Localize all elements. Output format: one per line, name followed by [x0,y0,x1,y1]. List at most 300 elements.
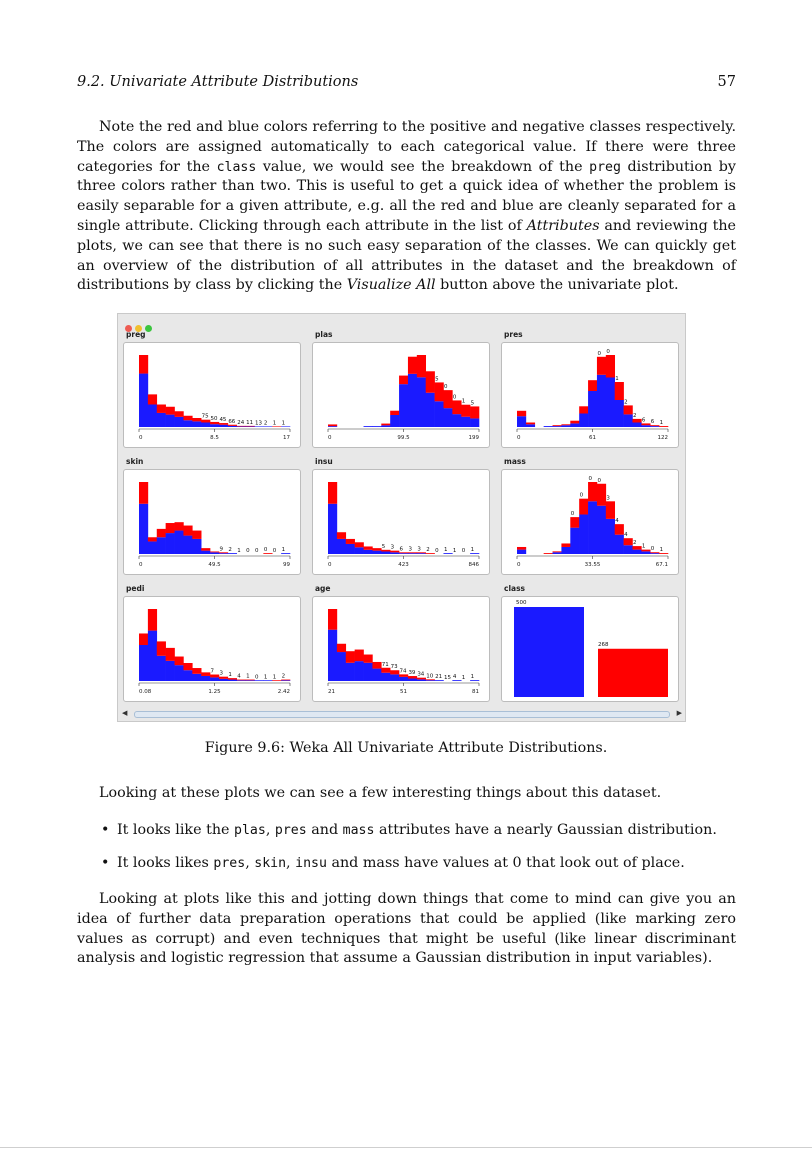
bin-count-label: 0 [435,548,439,554]
bar-negative [517,550,526,554]
bar-negative [517,416,526,427]
bar-negative [426,393,435,427]
bar-positive [597,357,606,375]
code-skin: skin [254,856,287,871]
bar-negative [417,553,426,554]
bar-positive [157,405,166,413]
bar-negative [632,550,641,554]
bullet-icon: • [101,855,110,871]
bin-count-label: 3 [408,546,412,553]
x-tick-label: 0 [517,562,521,568]
bar-positive [148,537,157,541]
bar-negative [390,674,399,681]
attribute-name-plas: plas [315,330,333,339]
attribute-name-pedi: pedi [126,584,145,593]
bar-negative [148,631,157,681]
bar-negative [175,531,184,554]
bin-count-label: 73 [390,664,398,671]
code-insu: insu [295,856,327,871]
bar-negative [175,665,184,681]
bar-negative [228,426,237,427]
bar-positive [659,426,668,427]
bin-count-label: 2 [624,399,628,406]
bar-positive [328,609,337,630]
bar-positive [355,542,364,547]
bar-positive [337,532,346,539]
code-plas: plas [234,823,266,838]
bar-positive [390,670,399,674]
bar-positive [228,678,237,679]
bin-count-label: 1 [281,420,286,427]
bar-negative [328,504,337,554]
class-bar [598,649,668,697]
bar-negative [346,544,355,554]
section-title: 9.2. Univariate Attribute Distributions [77,74,359,90]
bar-negative [561,547,570,554]
bar-negative [364,426,373,427]
bin-count-label: 34 [417,671,425,678]
code-preg: preg [589,159,621,175]
bar-positive [650,425,659,426]
bar-negative [579,514,588,554]
bar-positive [201,672,210,676]
bar-positive [470,406,479,418]
bin-count-label: 4 [615,518,619,525]
bar-positive [606,355,615,378]
bar-negative [201,676,210,681]
bin-count-label: 1 [272,674,277,681]
bar-positive [192,668,201,674]
bar-negative [588,501,597,554]
bar-positive [399,376,408,385]
bin-count-label: 1 [246,673,250,680]
bar-positive [570,517,579,528]
bar-negative [399,553,408,554]
bar-negative [443,553,452,554]
bin-count-label: 2 [281,673,286,680]
histogram-panel-skin[interactable] [123,469,301,575]
histogram-svg-class [502,597,680,703]
histogram-svg-mass [502,470,680,576]
bar-negative [346,663,355,681]
list-item: • It looks like the plas, pres and mass attributes have a nearly Gaussian distribution. [100,821,736,854]
bar-positive [346,651,355,663]
bar-negative [399,677,408,681]
bar-count-label: 268 [598,641,609,648]
bar-negative [175,417,184,427]
bar-negative [157,656,166,681]
bar-positive [399,552,408,553]
scroll-right-icon[interactable]: ▶ [676,709,682,717]
bin-count-label: 10 [426,673,434,680]
histogram-svg-age [313,597,491,703]
bar-positive [148,609,157,631]
bar-positive [553,425,562,426]
attribute-name-preg: preg [126,330,146,339]
bar-positive [408,357,417,374]
bar-positive [328,424,337,426]
x-tick-label: 0 [517,435,521,441]
bar-negative [337,652,346,681]
bar-negative [183,420,192,427]
bar-positive [281,680,290,681]
bar-positive [210,675,219,678]
paragraph-conclusion: Looking at plots like this and jotting down things that come to mind can give you an idea of further data preparation operations that could be applied (like marking zero values as corrupt) and even techniques that might be useful (like linear discriminant analysis and logistic regression that assume a Gaussian distribution in input variables). [77,891,736,967]
bar-negative [381,551,390,554]
bar-negative [579,414,588,428]
bar-negative [650,553,659,554]
bar-positive [219,423,228,425]
bar-negative [139,374,148,427]
x-tick-label: 0 [139,562,143,568]
bar-negative [281,426,290,427]
bar-positive [426,371,435,392]
bar-negative [606,519,615,554]
bar-negative [201,423,210,428]
bin-count-label: 0 [461,548,466,554]
attribute-name-mass: mass [504,457,526,466]
bar-positive [561,424,570,425]
x-tick-label: 99 [283,562,290,568]
bin-count-label: 1 [281,547,286,554]
running-header [77,74,736,94]
bin-count-label: 3 [219,670,223,677]
bar-positive [372,662,381,669]
bar-negative [588,391,597,427]
bar-negative [364,550,373,554]
bin-count-label: 39 [408,670,416,677]
bar-positive [579,406,588,413]
bar-positive [435,382,444,401]
zoom-dot-icon[interactable] [145,325,152,332]
histogram-panel-insu[interactable] [312,469,490,575]
bar-negative [606,378,615,428]
bin-count-label: 1 [615,376,619,382]
bar-positive [588,380,597,391]
bin-count-label: 2 [632,412,637,419]
bar-negative [148,541,157,554]
bar-positive [517,411,526,416]
class-bar [514,607,584,697]
bar-negative [597,375,606,427]
bar-negative [597,506,606,554]
bar-positive [148,394,157,404]
x-tick-label: 2.42 [277,689,290,695]
bar-positive [417,355,426,377]
bin-count-label: 2 [426,547,430,554]
bar-positive [183,526,192,536]
code-pres: pres [213,856,246,871]
x-tick-label: 423 [398,562,409,568]
bar-positive [624,538,633,545]
bin-count-label: 2 [228,547,232,554]
bar-positive [166,648,175,661]
bin-count-label: 6 [641,417,646,424]
bar-positive [166,407,175,415]
bar-positive [426,553,435,554]
bar-negative [254,680,263,681]
histogram-panel-mass[interactable] [501,469,679,575]
bar-positive [364,546,373,549]
bar-positive [461,405,470,417]
bar-negative [452,680,461,681]
bar-negative [364,663,373,681]
bar-negative [435,401,444,427]
bar-positive [328,482,337,504]
figure-caption: Figure 9.6: Weka All Univariate Attribute Distributions. [204,740,608,756]
bar-negative [337,539,346,554]
bar-negative [641,425,650,427]
bar-negative [372,551,381,554]
x-tick-label: 33.55 [584,562,601,568]
x-tick-label: 21 [328,689,335,695]
bin-count-label: 0 [443,384,448,391]
x-tick-label: 0 [328,435,332,441]
bar-positive [139,355,148,374]
bar-positive [183,416,192,421]
bar-positive [139,633,148,645]
bar-positive [632,419,641,423]
bar-count-label: 500 [516,600,527,606]
bar-positive [381,550,390,552]
histogram-svg-plas [313,343,491,449]
bin-count-label: 6 [399,546,404,553]
x-tick-label: 0 [328,562,332,568]
bar-positive [381,424,390,426]
bar-positive [517,547,526,550]
bin-count-label: 4 [624,532,628,539]
bar-negative [246,426,255,427]
bar-negative [461,417,470,427]
page-bottom-rule [0,1147,812,1148]
bar-positive [650,552,659,553]
bar-negative [355,547,364,554]
bar-positive [426,679,435,680]
bar-positive [641,423,650,425]
bar-positive [641,550,650,552]
bin-count-label: 0 [606,349,610,355]
bar-negative [408,679,417,681]
attribute-name-age: age [315,584,331,593]
horizontal-scrollbar[interactable] [122,709,682,718]
bar-positive [157,641,166,655]
bar-negative [570,528,579,554]
bar-positive [372,548,381,551]
bar-negative [641,551,650,554]
bin-count-label: 1 [461,675,466,681]
bar-negative [390,552,399,554]
bar-negative [139,645,148,681]
x-tick-label: 122 [657,435,668,441]
bar-positive [452,400,461,414]
bin-count-label: 11 [246,419,254,426]
bar-negative [183,670,192,681]
bar-negative [355,661,364,681]
bin-count-label: 50 [210,415,218,422]
bin-count-label: 74 [399,668,407,675]
bar-positive [553,551,562,552]
bar-negative [570,423,579,427]
bar-positive [166,523,175,533]
bar-positive [272,426,281,427]
bar-negative [237,426,246,427]
bar-positive [237,680,246,681]
code-class: class [216,159,257,175]
histogram-svg-skin [124,470,302,576]
bin-count-label: 1 [470,547,475,554]
attribute-name-pres: pres [504,330,523,339]
bin-count-label: 2 [263,420,268,427]
bar-positive [175,411,184,417]
bin-count-label: 0 [272,548,277,554]
x-tick-label: 67.1 [655,562,668,568]
bar-positive [579,499,588,515]
attribute-name-insu: insu [315,457,333,466]
bar-negative [254,426,263,427]
bin-count-label: 1 [659,420,664,427]
x-tick-label: 0.08 [139,689,152,695]
bar-positive [390,411,399,415]
histogram-panel-class[interactable] [501,596,679,702]
bar-negative [452,414,461,427]
bar-positive [615,524,624,535]
scroll-thumb[interactable] [134,711,670,718]
bar-positive [570,421,579,424]
bar-negative [632,423,641,428]
bar-negative [390,415,399,427]
bin-count-label: 1 [443,547,448,554]
paragraph-intro: Note the red and blue colors referring to the positive and negative classes respectively. The colors are assigned automatically to each categorical value. If there were three categories for the class value, we would see the breakdown of the preg distribution by three colors rather than two. This is useful to get a quick idea of whether the problem is easily separable for a given attribute, e.g. all the red and blue are cleanly separated for a single attribute. Clicking through each attribute in the list of Attributes and reviewing the plots, we can see that there is no such easy separation of the classes. We can quickly get an overview of the distribution of all attributes in the dataset and the breakdown of distributions by class by clicking the Visualize All button above the univariate plot. [77,119,737,294]
bar-negative [219,553,228,554]
bin-count-label: 0 [254,548,259,554]
bar-positive [443,390,452,408]
bin-count-label: 3 [417,546,421,553]
histogram-svg-insu [313,470,491,576]
bin-count-label: 0 [263,547,268,554]
bar-negative [553,426,562,427]
bin-count-label: 7 [210,668,215,675]
paragraph-observations: Looking at these plots we can see a few interesting things about this dataset. [99,785,662,801]
bin-count-label: 66 [228,418,236,425]
bar-negative [210,424,219,427]
bar-positive [157,529,166,537]
bin-count-label: 1 [641,543,646,550]
bar-negative [166,533,175,554]
bin-count-label: 0 [579,492,584,499]
bin-count-label: 5 [381,543,386,550]
bar-negative [615,400,624,427]
bar-negative [470,680,479,681]
bar-negative [183,536,192,554]
bin-count-label: 1 [452,548,457,554]
histogram-panel-pres[interactable] [501,342,679,448]
bar-positive [544,553,553,554]
bar-positive [561,543,570,547]
bar-negative [210,552,219,554]
bar-positive [355,650,364,662]
x-tick-label: 8.5 [210,435,219,441]
bin-count-label: 71 [381,661,389,668]
bar-positive [606,501,615,519]
bar-positive [615,382,624,400]
bar-negative [470,418,479,427]
bar-positive [263,553,272,554]
bar-negative [237,680,246,681]
bar-negative [192,674,201,681]
bin-count-label: 0 [570,511,575,518]
bar-positive [175,522,184,530]
bar-positive [526,423,535,425]
bar-negative [157,537,166,554]
bar-negative [553,552,562,554]
bar-negative [219,425,228,427]
bar-negative [435,680,444,681]
bar-negative [281,553,290,554]
bar-negative [650,426,659,427]
bin-count-label: 1 [237,548,241,554]
scroll-left-icon[interactable]: ◀ [122,709,128,717]
bar-negative [417,377,426,427]
bar-negative [561,425,570,427]
bar-negative [615,535,624,554]
bar-negative [399,384,408,427]
bin-count-label: 0 [246,548,250,554]
x-tick-label: 1.25 [208,689,221,695]
bar-negative [328,630,337,681]
code-pres: pres [274,823,307,838]
bar-negative [263,680,272,681]
bin-count-label: 15 [443,675,451,681]
bar-negative [210,677,219,681]
bin-count-label: 5 [435,376,439,383]
bar-positive [237,426,246,427]
bar-positive [399,674,408,676]
bin-count-label: 1 [272,420,277,427]
histogram-panel-plas[interactable] [312,342,490,448]
bar-negative [624,545,633,554]
bar-negative [148,405,157,428]
page-number: 57 [717,74,736,90]
bar-negative [408,374,417,427]
bar-negative [372,669,381,681]
bin-count-label: 1 [228,672,232,679]
bin-count-label: 21 [435,674,443,681]
attribute-name-skin: skin [126,457,144,466]
code-mass: mass [342,823,375,838]
x-tick-label: 17 [283,435,290,441]
histogram-panel-age[interactable] [312,596,490,702]
bar-positive [597,484,606,506]
histogram-panel-preg[interactable] [123,342,301,448]
bar-positive [210,551,219,552]
bar-positive [408,676,417,678]
bin-count-label: 0 [588,476,593,482]
bar-positive [228,425,237,426]
bin-count-label: 4 [452,674,457,681]
bar-negative [157,413,166,427]
histogram-panel-pedi[interactable] [123,596,301,702]
emph-attributes: Attributes [526,217,600,234]
bar-positive [201,420,210,423]
bin-count-label: 9 [219,546,223,553]
bin-count-label: 75 [201,413,209,420]
attribute-name-class: class [504,584,526,593]
bar-positive [139,482,148,504]
bar-positive [246,426,255,427]
bar-positive [219,552,228,553]
bin-count-label: 4 [237,673,241,680]
bar-negative [192,539,201,554]
